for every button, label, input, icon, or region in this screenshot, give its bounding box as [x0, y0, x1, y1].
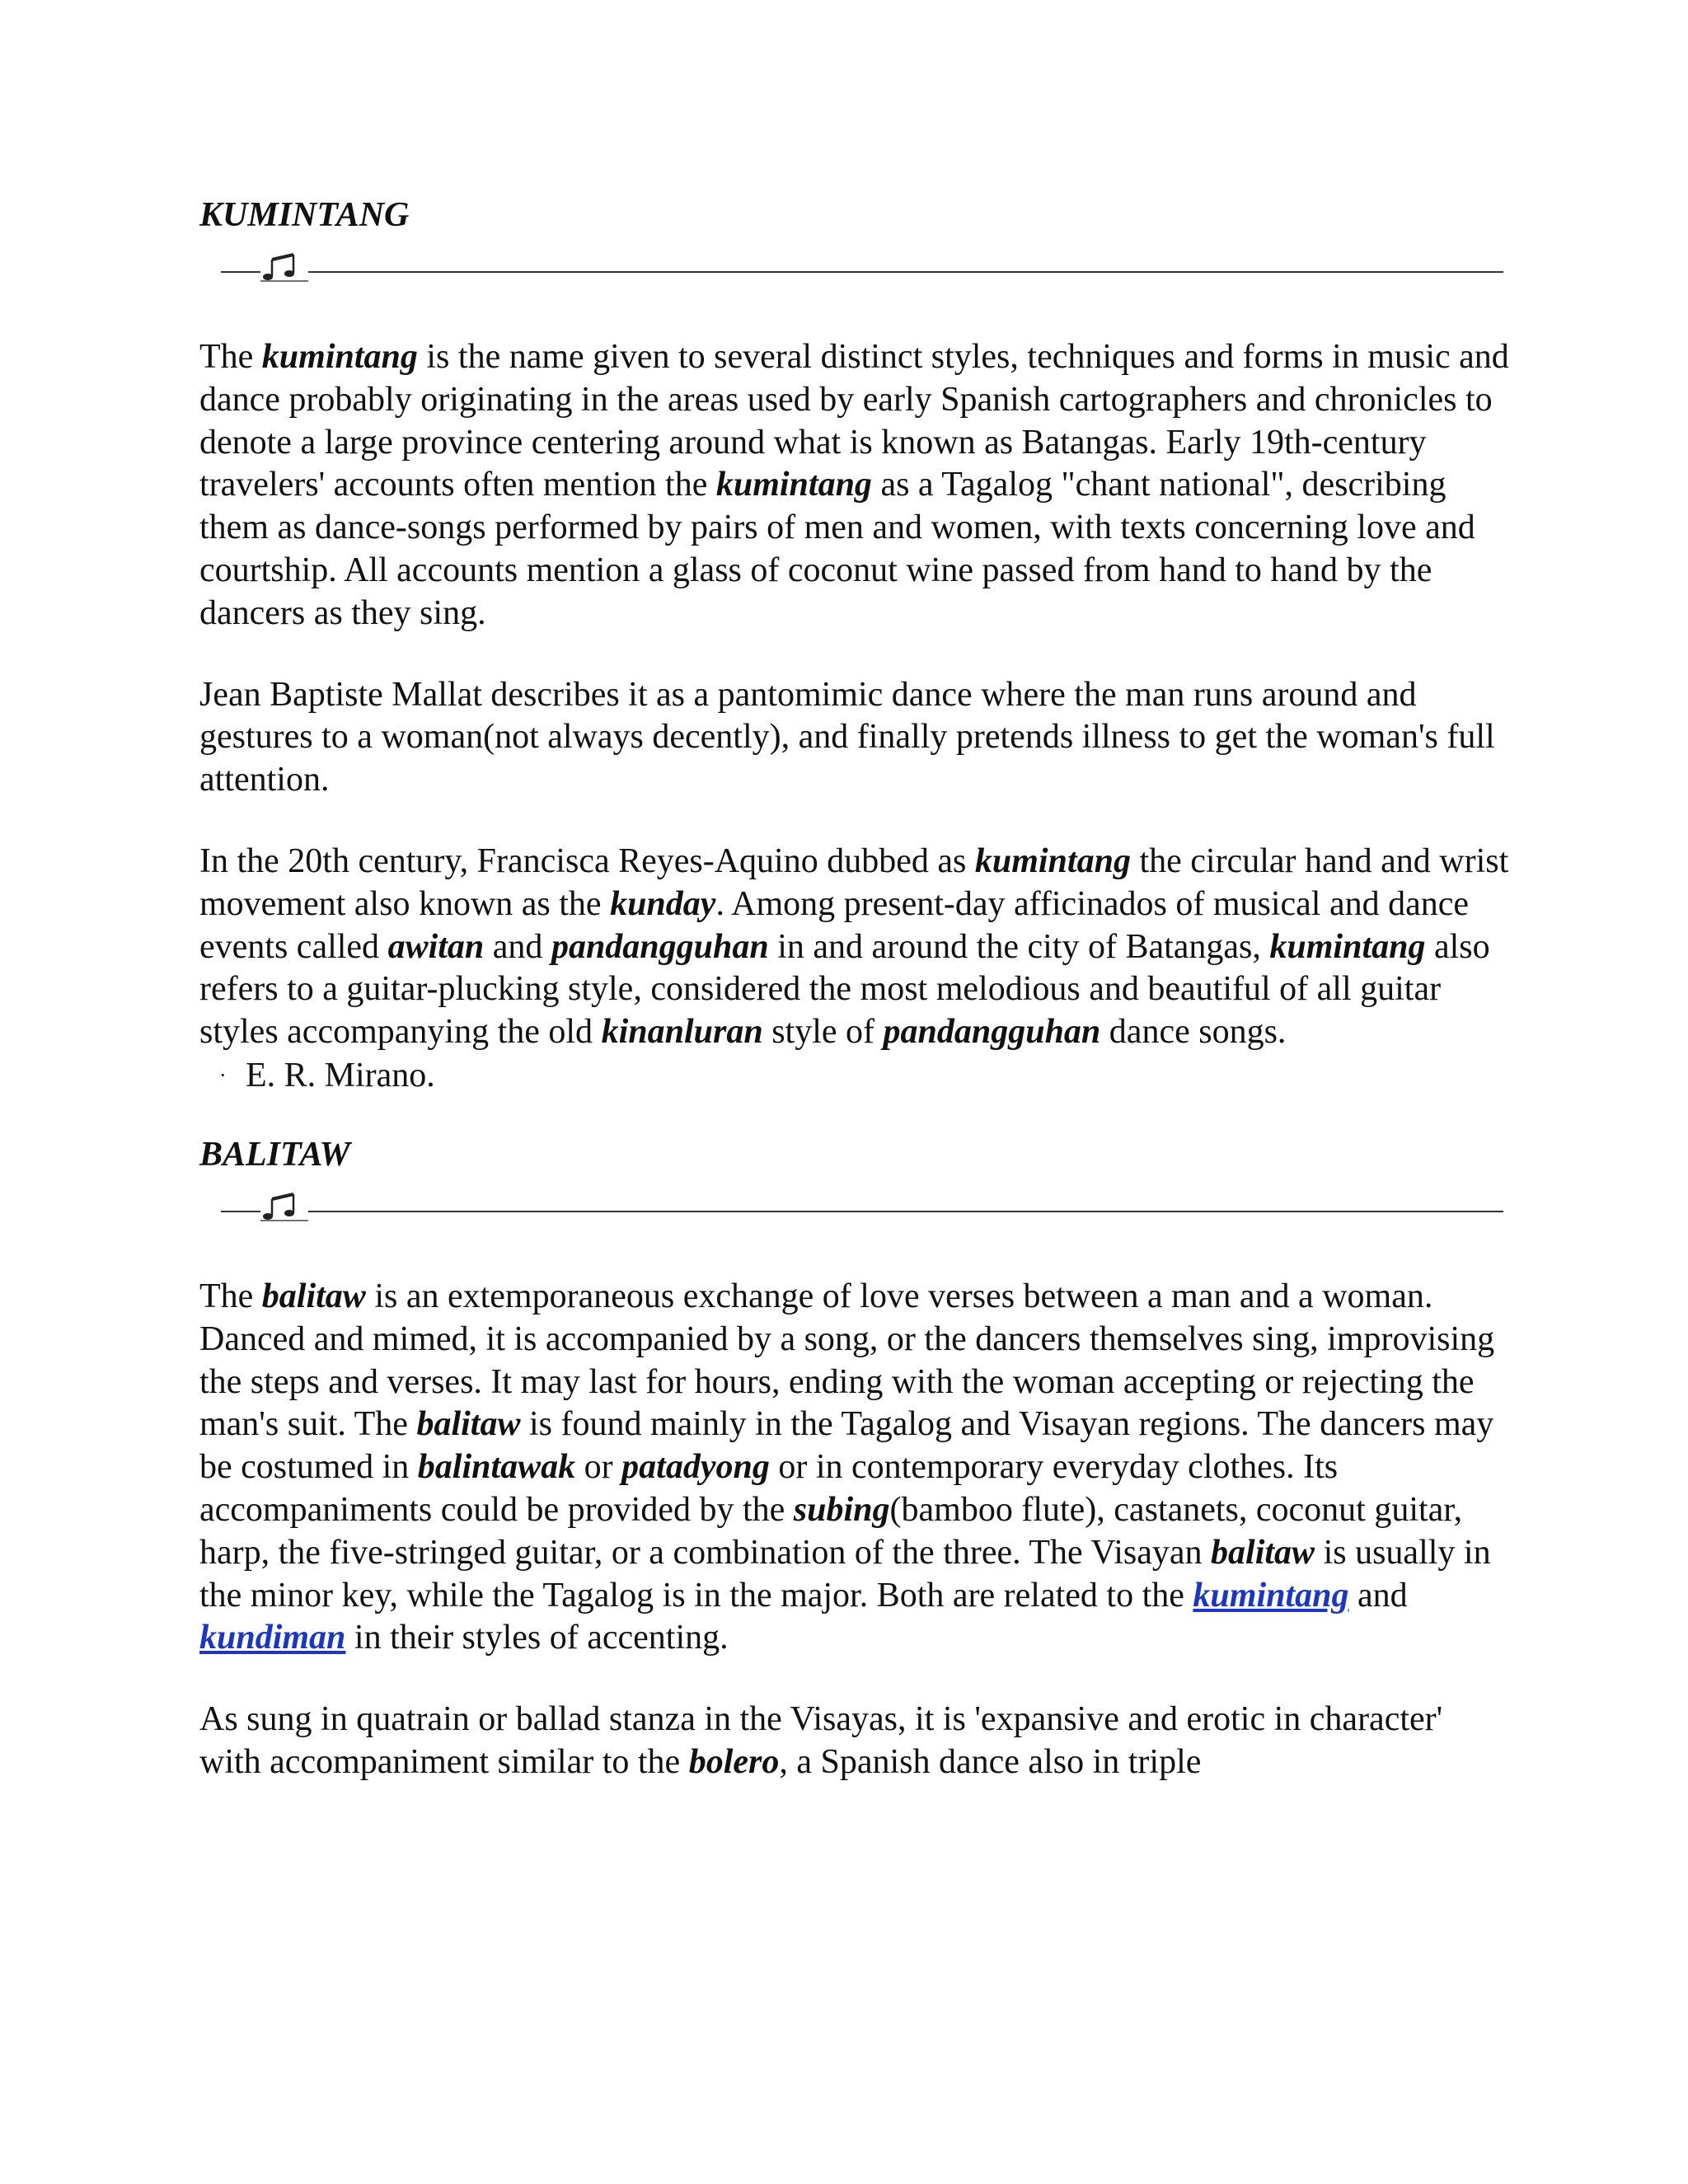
text-run: or in contemporary everyday clothes. Its accompaniments could be provided by the	[199, 1448, 1339, 1529]
text-run: As sung in quatrain or ballad stanza in the Visayas, it is 'expansive and erotic in character' with accompaniment similar to the	[199, 1700, 1443, 1781]
link-kundiman[interactable]: kundiman	[199, 1619, 346, 1657]
text-run: as a Tagalog "chant national", describing them as dance-songs performed by pairs of men and women, with texts concerning love and courtship. All accounts mention a glass of coconut wine passed from hand to hand by the dancers as they sing.	[199, 466, 1475, 632]
section-divider	[221, 1183, 1503, 1232]
paragraph	[199, 841, 1510, 1054]
text-run: and	[484, 927, 551, 966]
section-divider	[221, 243, 1503, 293]
bullet-icon: ·	[219, 1062, 227, 1087]
emphasis-term: balitaw	[416, 1405, 521, 1444]
text-run: or	[575, 1448, 622, 1487]
text-run: The	[199, 1277, 262, 1315]
emphasis-term: subing	[793, 1490, 890, 1529]
text-run: Jean Baptiste Mallat describes it as a pantomimic dance where the man runs around and gestures to a woman(not always decently), and finally pretends illness to get the woman's full attention.	[199, 675, 1495, 799]
text-run: dance songs.	[1100, 1013, 1287, 1052]
text-run: In the 20th century, Francisca Reyes-Aquino dubbed as	[199, 841, 975, 880]
paragraph	[199, 1276, 1510, 1660]
text-run: and	[1348, 1576, 1408, 1615]
text-run: style of	[762, 1013, 884, 1052]
paragraph	[199, 1699, 1510, 1784]
emphasis-term: patadyong	[621, 1448, 770, 1487]
text-run: in and around the city of Batangas,	[768, 927, 1270, 966]
divider-rule	[221, 1211, 1503, 1212]
paragraph	[199, 674, 1510, 802]
emphasis-term: kumintang	[261, 338, 418, 376]
emphasis-term: balintawak	[417, 1448, 576, 1487]
music-note-icon	[260, 1189, 308, 1226]
paragraph	[199, 336, 1510, 635]
emphasis-term: pandangguhan	[551, 927, 769, 966]
text-run: (bamboo flute), castanets, coconut guitar, harp, the five-stringed guitar, or a combination of the three. The Visayan	[199, 1490, 1463, 1572]
text-run: also refers to a guitar-plucking style, considered the most melodious and beautiful of all guitar styles accompanying the old	[199, 927, 1490, 1052]
text-run: The	[199, 338, 262, 376]
link-kumintang[interactable]: kumintang	[1193, 1576, 1349, 1615]
text-run: is usually in the minor key, while the Tagalog is in the major. Both are related to the	[199, 1533, 1491, 1615]
text-run: the circular hand and wrist movement also known as the	[199, 841, 1509, 923]
emphasis-term: pandangguhan	[883, 1013, 1101, 1052]
emphasis-term: kunday	[610, 884, 716, 923]
text-run: . Among present-day afficinados of musical and dance events called	[199, 884, 1470, 966]
emphasis-term: awitan	[387, 927, 485, 966]
text-run: in their styles of accenting.	[345, 1619, 729, 1657]
emphasis-term: bolero	[688, 1742, 780, 1781]
emphasis-term: kumintang	[1269, 927, 1426, 966]
music-note-icon	[260, 250, 308, 286]
section-heading-balitaw: BALITAW	[199, 1135, 350, 1174]
text-run: is found mainly in the Tagalog and Visayan regions. The dancers may be costumed in	[199, 1405, 1494, 1487]
attribution-text: E. R. Mirano.	[246, 1056, 435, 1094]
text-run: , a Spanish dance also in triple	[779, 1742, 1202, 1781]
text-run: is an extemporaneous exchange of love verses between a man and a woman. Danced and mimed, it is accompanied by a song, or the dancers themselves sing, improvising the steps and verses. It may last for hours, ending with the woman accepting or rejecting the man's suit. The	[199, 1277, 1495, 1444]
text-run: is the name given to several distinct styles, techniques and forms in music and dance probably originating in the areas used by early Spanish cartographers and chronicles to denote a large province centering around what is known as Batangas. Early 19th-century travelers' accounts often mention the	[199, 338, 1509, 504]
emphasis-term: balitaw	[1211, 1533, 1315, 1572]
divider-rule	[221, 271, 1503, 273]
emphasis-term: kumintang	[715, 466, 872, 504]
attribution	[199, 1054, 1510, 1097]
emphasis-term: balitaw	[261, 1277, 366, 1315]
document-page	[199, 194, 1510, 1784]
emphasis-term: kinanluran	[601, 1013, 763, 1052]
section-heading-kumintang: KUMINTANG	[199, 196, 410, 234]
emphasis-term: kumintang	[974, 841, 1131, 880]
